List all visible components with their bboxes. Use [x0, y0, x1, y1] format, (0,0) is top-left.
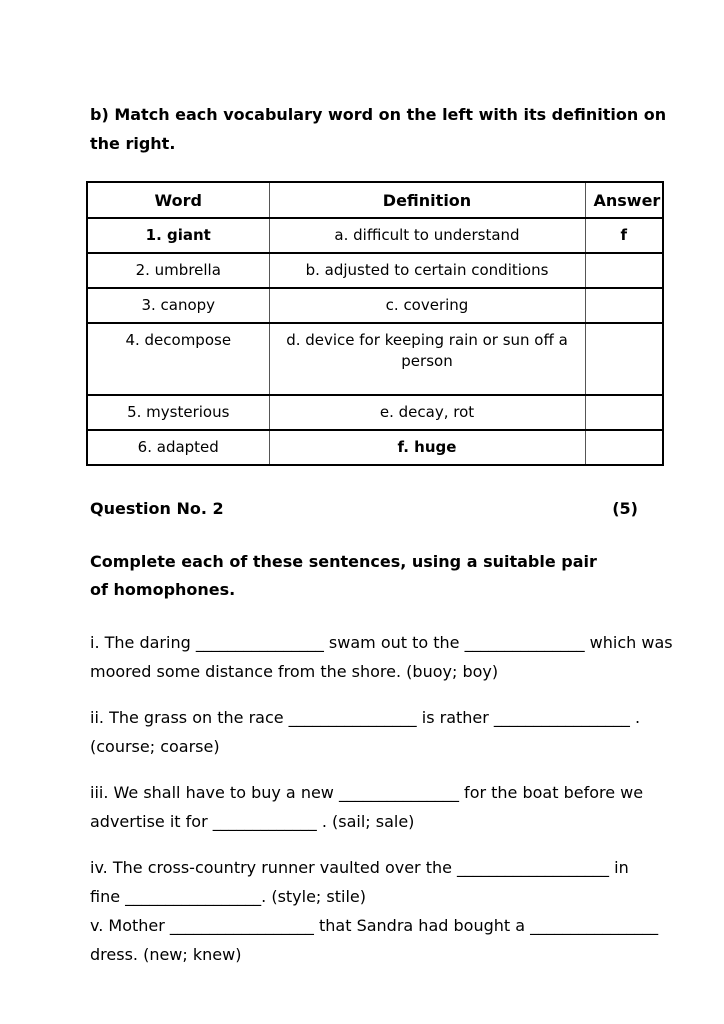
table-row-mysterious: [87, 395, 663, 430]
sentence-iv: [90, 853, 638, 911]
answer-cell: [585, 395, 663, 430]
sentence-v-line-1: v. Mother __________________ that Sandra had bought a ________________: [90, 916, 659, 935]
table-row-giant: [87, 218, 663, 253]
sentence-iii-line-1: iii. We shall have to buy a new _______________ for the boat before we: [90, 783, 644, 802]
sentence-i-line-2: moored some distance from the shore. (buoy; boy): [90, 662, 499, 681]
definition-cell: c. covering: [269, 288, 585, 323]
sentence-ii: [90, 703, 641, 761]
column-header-definition: Definition: [269, 182, 585, 218]
sentence-i: [90, 628, 673, 686]
word-cell: 1. giant: [87, 218, 269, 253]
sentence-i-line-1: i. The daring ________________ swam out to the _______________ which was: [90, 633, 673, 652]
page-content: [90, 84, 673, 969]
table-row-canopy: [87, 288, 663, 323]
answer-cell: [585, 323, 663, 395]
table-row-adapted: [87, 430, 663, 465]
answer-cell: [585, 253, 663, 288]
definition-cell: a. difficult to understand: [269, 218, 585, 253]
question2-instruction: [90, 548, 638, 604]
question2-title: Question No. 2: [90, 499, 224, 518]
word-cell: 4. decompose: [87, 323, 269, 395]
intro-line-1: b) Match each vocabulary word on the left with its definition on: [90, 105, 667, 124]
sentence-iv-line-1: iv. The cross-country runner vaulted over the ___________________ in: [90, 858, 629, 877]
sentence-iv-line-2: fine _________________. (style; stile): [90, 887, 366, 906]
sentence-iii-line-2: advertise it for _____________ . (sail; sale): [90, 812, 415, 831]
column-header-answer: Answer: [585, 182, 663, 218]
word-cell: 6. adapted: [87, 430, 269, 465]
word-cell: 3. canopy: [87, 288, 269, 323]
sentence-iii: [90, 778, 644, 836]
definition-cell: f. huge: [269, 430, 585, 465]
sentence-v: [90, 911, 659, 969]
instruction-line-2: of homophones.: [90, 580, 236, 599]
instruction-line-1: Complete each of these sentences, using a suitable pair: [90, 552, 597, 571]
sentence-ii-line-2: (course; coarse): [90, 737, 220, 756]
answer-cell: f: [585, 218, 663, 253]
vocabulary-match-table: [86, 181, 664, 466]
question2-header: [90, 498, 638, 520]
question2-marks: (5): [612, 499, 638, 518]
table-row-decompose: [87, 323, 663, 395]
sentence-ii-line-1: ii. The grass on the race ________________ is rather _________________ .: [90, 708, 641, 727]
answer-cell: [585, 430, 663, 465]
definition-cell: e. decay, rot: [269, 395, 585, 430]
word-cell: 5. mysterious: [87, 395, 269, 430]
sentence-list: [90, 628, 673, 969]
table-row-umbrella: [87, 253, 663, 288]
answer-cell: [585, 288, 663, 323]
intro-line-2: the right.: [90, 134, 176, 153]
definition-cell: b. adjusted to certain conditions: [269, 253, 585, 288]
intro-paragraph: [90, 100, 667, 158]
definition-cell: d. device for keeping rain or sun off a person: [269, 323, 585, 395]
column-header-word: Word: [87, 182, 269, 218]
word-cell: 2. umbrella: [87, 253, 269, 288]
table-header-row: [87, 182, 663, 218]
sentence-v-line-2: dress. (new; knew): [90, 945, 242, 964]
